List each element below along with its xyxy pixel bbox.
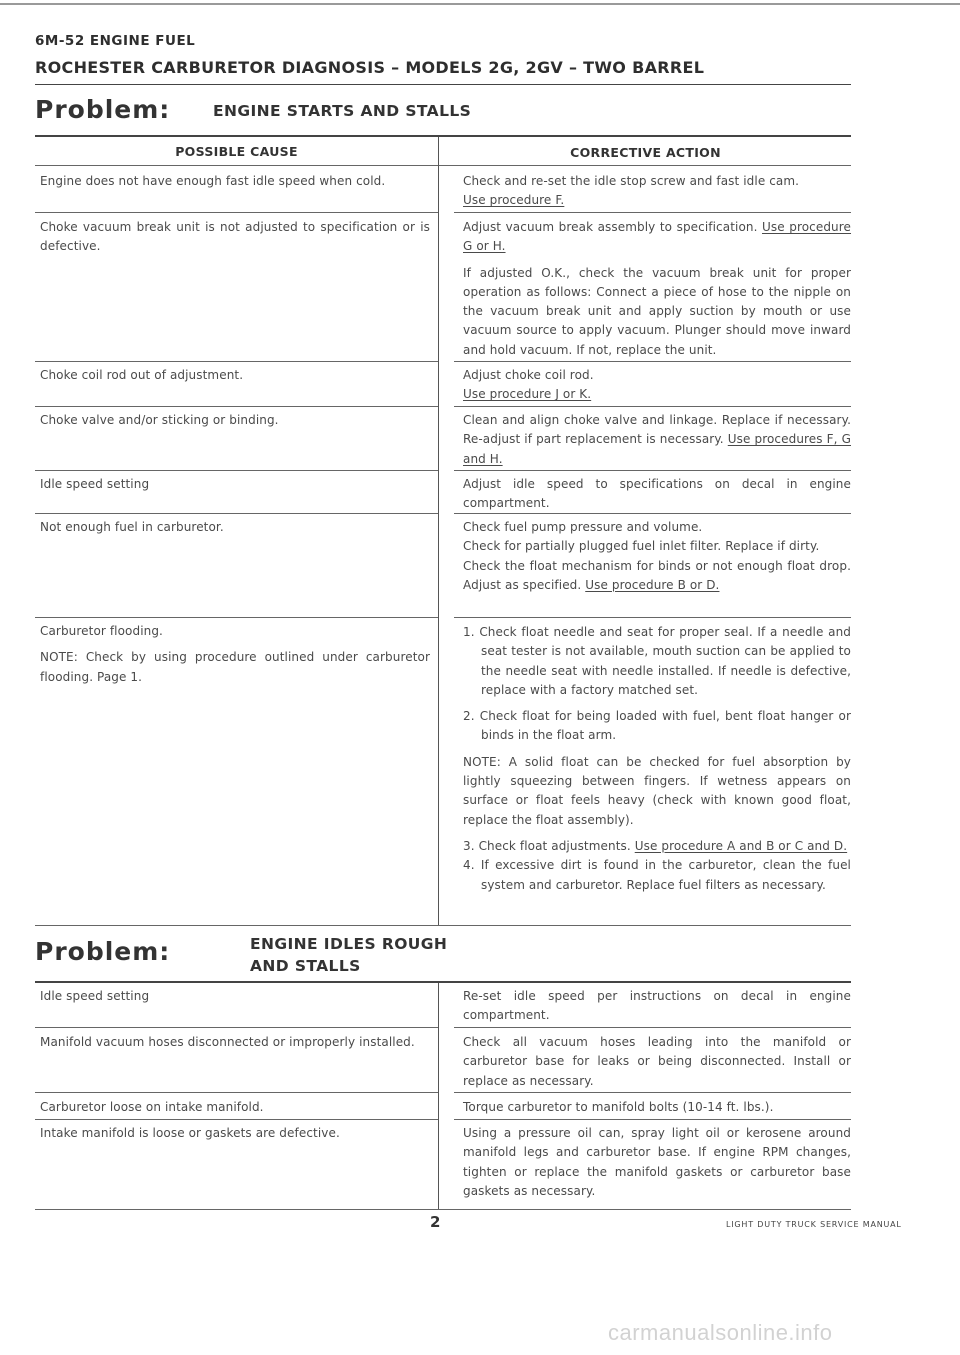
cause-cell	[40, 1098, 430, 1117]
cause-cell	[40, 172, 430, 191]
row-divider	[454, 1092, 851, 1093]
problem-title-2-line1: ENGINE IDLES ROUGH	[250, 935, 448, 953]
row-divider	[35, 361, 438, 362]
column-divider-2	[438, 983, 439, 1209]
action-cell	[463, 411, 851, 469]
heading-rule	[35, 84, 851, 85]
cause-text: Carburetor flooding.	[40, 624, 163, 638]
cause-cell	[40, 1033, 430, 1052]
problem-label-1: Problem:	[35, 95, 171, 124]
action-cell	[463, 987, 851, 1026]
row-divider	[35, 406, 438, 407]
cause-text: Not enough fuel in carburetor.	[40, 520, 224, 534]
row-divider	[454, 617, 851, 618]
action-item-1: 1. Check float needle and seat for proper seal. If a needle and seat tester is not available, mouth suction can be applied to the needle seat with needle installed. If needle is defective, replace with a factory matched set.	[463, 625, 851, 697]
problem-title-1: ENGINE STARTS AND STALLS	[213, 102, 472, 120]
page-label: 6M-52 ENGINE FUEL	[35, 33, 196, 49]
action-text: Check and re-set the idle stop screw and fast idle cam.	[463, 174, 800, 188]
procedure-ref: Use procedure A and B or C and D.	[634, 838, 848, 853]
action-cell	[463, 1124, 851, 1201]
column-header-cause: POSSIBLE CAUSE	[175, 144, 298, 159]
action-cell	[463, 218, 851, 360]
cause-cell	[40, 518, 430, 537]
cause-cell	[40, 366, 430, 385]
cause-text: Carburetor loose on intake manifold.	[40, 1100, 264, 1114]
page-heading: ROCHESTER CARBURETOR DIAGNOSIS – MODELS 2G, 2GV – TWO BARREL	[35, 58, 705, 77]
cause-text: Idle speed setting	[40, 989, 150, 1003]
section2-rule	[35, 981, 851, 983]
action-note: NOTE: A solid float can be checked for fuel absorption by lightly squeezing between fingers. If wetness appears on surface or float feels heavy (check with known good float, replace the float assembly).	[463, 754, 851, 827]
row-divider	[35, 1119, 438, 1120]
action-item-2: 2. Check float for being loaded with fuel, bent float hanger or binds in the float arm.	[463, 709, 851, 743]
section1-bottom-rule	[35, 925, 851, 926]
action-item-3: 3. Check float adjustments.	[463, 838, 631, 853]
cause-cell	[40, 218, 430, 257]
action-cell	[463, 518, 851, 595]
cause-cell	[40, 1124, 430, 1143]
procedure-ref: Use procedure B or D.	[585, 577, 720, 592]
action-text: Adjust choke coil rod.	[463, 368, 594, 382]
problem-label-2: Problem:	[35, 937, 171, 966]
watermark: carmanualsonline.info	[608, 1320, 833, 1345]
column-divider-1	[438, 137, 439, 926]
action-text-detail: If adjusted O.K., check the vacuum break unit for proper operation as follows: Connect a piece of hose to the nipple on the vacuum break unit and apply suction by mouth or use vacuum source to apply vacuum. Plunger should move inward and hold vacuum. If not, replace the unit.	[463, 265, 851, 357]
cause-cell	[40, 475, 430, 494]
action-cell	[463, 172, 851, 211]
row-divider	[35, 617, 438, 618]
action-cell	[463, 1033, 851, 1091]
row-divider	[35, 470, 438, 471]
cause-text: Choke coil rod out of adjustment.	[40, 368, 244, 382]
header-divider	[35, 165, 851, 166]
cause-cell	[40, 622, 430, 687]
row-divider	[35, 1092, 438, 1093]
cause-cell	[40, 411, 430, 430]
row-divider	[454, 470, 851, 471]
action-cell	[463, 475, 851, 514]
section2-bottom-rule	[35, 1209, 851, 1210]
cause-text: Choke valve and/or sticking or binding.	[40, 413, 279, 427]
row-divider	[454, 1119, 851, 1120]
row-divider	[454, 1027, 851, 1028]
action-line: Check the float mechanism for binds or not enough float drop. Adjust as specified.	[463, 558, 851, 592]
action-line: Check for partially plugged fuel inlet filter. Replace if dirty.	[463, 539, 820, 554]
action-text: Adjust idle speed to specifications on decal in engine compartment.	[463, 477, 851, 511]
action-item-4: 4. If excessive dirt is found in the carburetor, clean the fuel system and carburetor. Replace fuel filters as necessary.	[463, 858, 851, 892]
row-divider	[454, 212, 851, 213]
cause-note: NOTE: Check by using procedure outlined under carburetor flooding. Page 1.	[40, 650, 430, 684]
row-divider	[35, 513, 438, 514]
action-cell	[463, 623, 851, 895]
cause-text: Choke vacuum break unit is not adjusted to specification or is defective.	[40, 220, 430, 254]
action-cell	[463, 366, 851, 405]
action-text: Check all vacuum hoses leading into the manifold or carburetor base for leaks or being disconnected. Install or replace as necessary.	[463, 1035, 851, 1088]
procedure-ref: Use procedure G or H.	[463, 220, 852, 254]
action-text: Adjust vacuum break assembly to specification.	[463, 220, 758, 234]
action-cell	[463, 1098, 851, 1117]
manual-title: LIGHT DUTY TRUCK SERVICE MANUAL	[726, 1220, 902, 1229]
top-border-line	[0, 3, 960, 5]
action-text: Using a pressure oil can, spray light oil or kerosene around manifold legs and carburetor base. If engine RPM changes, tighten or replace the manifold gaskets or carburetor base gaskets as necessary.	[463, 1126, 851, 1198]
procedure-ref: Use procedure F.	[463, 193, 565, 208]
row-divider	[35, 212, 438, 213]
cause-text: Manifold vacuum hoses disconnected or improperly installed.	[40, 1035, 415, 1049]
action-text: Clean and align choke valve and linkage. Replace if necessary. Re-adjust if part replacement is necessary.	[463, 413, 851, 447]
row-divider	[454, 406, 851, 407]
row-divider	[35, 1027, 438, 1028]
page-number: 2	[430, 1213, 441, 1231]
action-line: Check fuel pump pressure and volume.	[463, 520, 703, 534]
row-divider	[454, 361, 851, 362]
action-text: Torque carburetor to manifold bolts (10-14 ft. lbs.).	[463, 1100, 774, 1114]
cause-text: Engine does not have enough fast idle speed when cold.	[40, 174, 386, 188]
problem-title-2-line2: AND STALLS	[250, 957, 361, 975]
section1-rule	[35, 135, 851, 137]
cause-text: Intake manifold is loose or gaskets are defective.	[40, 1126, 340, 1140]
cause-text: Idle speed setting	[40, 477, 150, 491]
column-header-action: CORRECTIVE ACTION	[570, 145, 721, 160]
cause-cell	[40, 987, 430, 1006]
procedure-ref: Use procedures F, G and H.	[463, 432, 851, 466]
procedure-ref: Use procedure J or K.	[463, 387, 592, 402]
action-text: Re-set idle speed per instructions on decal in engine compartment.	[463, 989, 851, 1023]
row-divider	[454, 513, 851, 514]
